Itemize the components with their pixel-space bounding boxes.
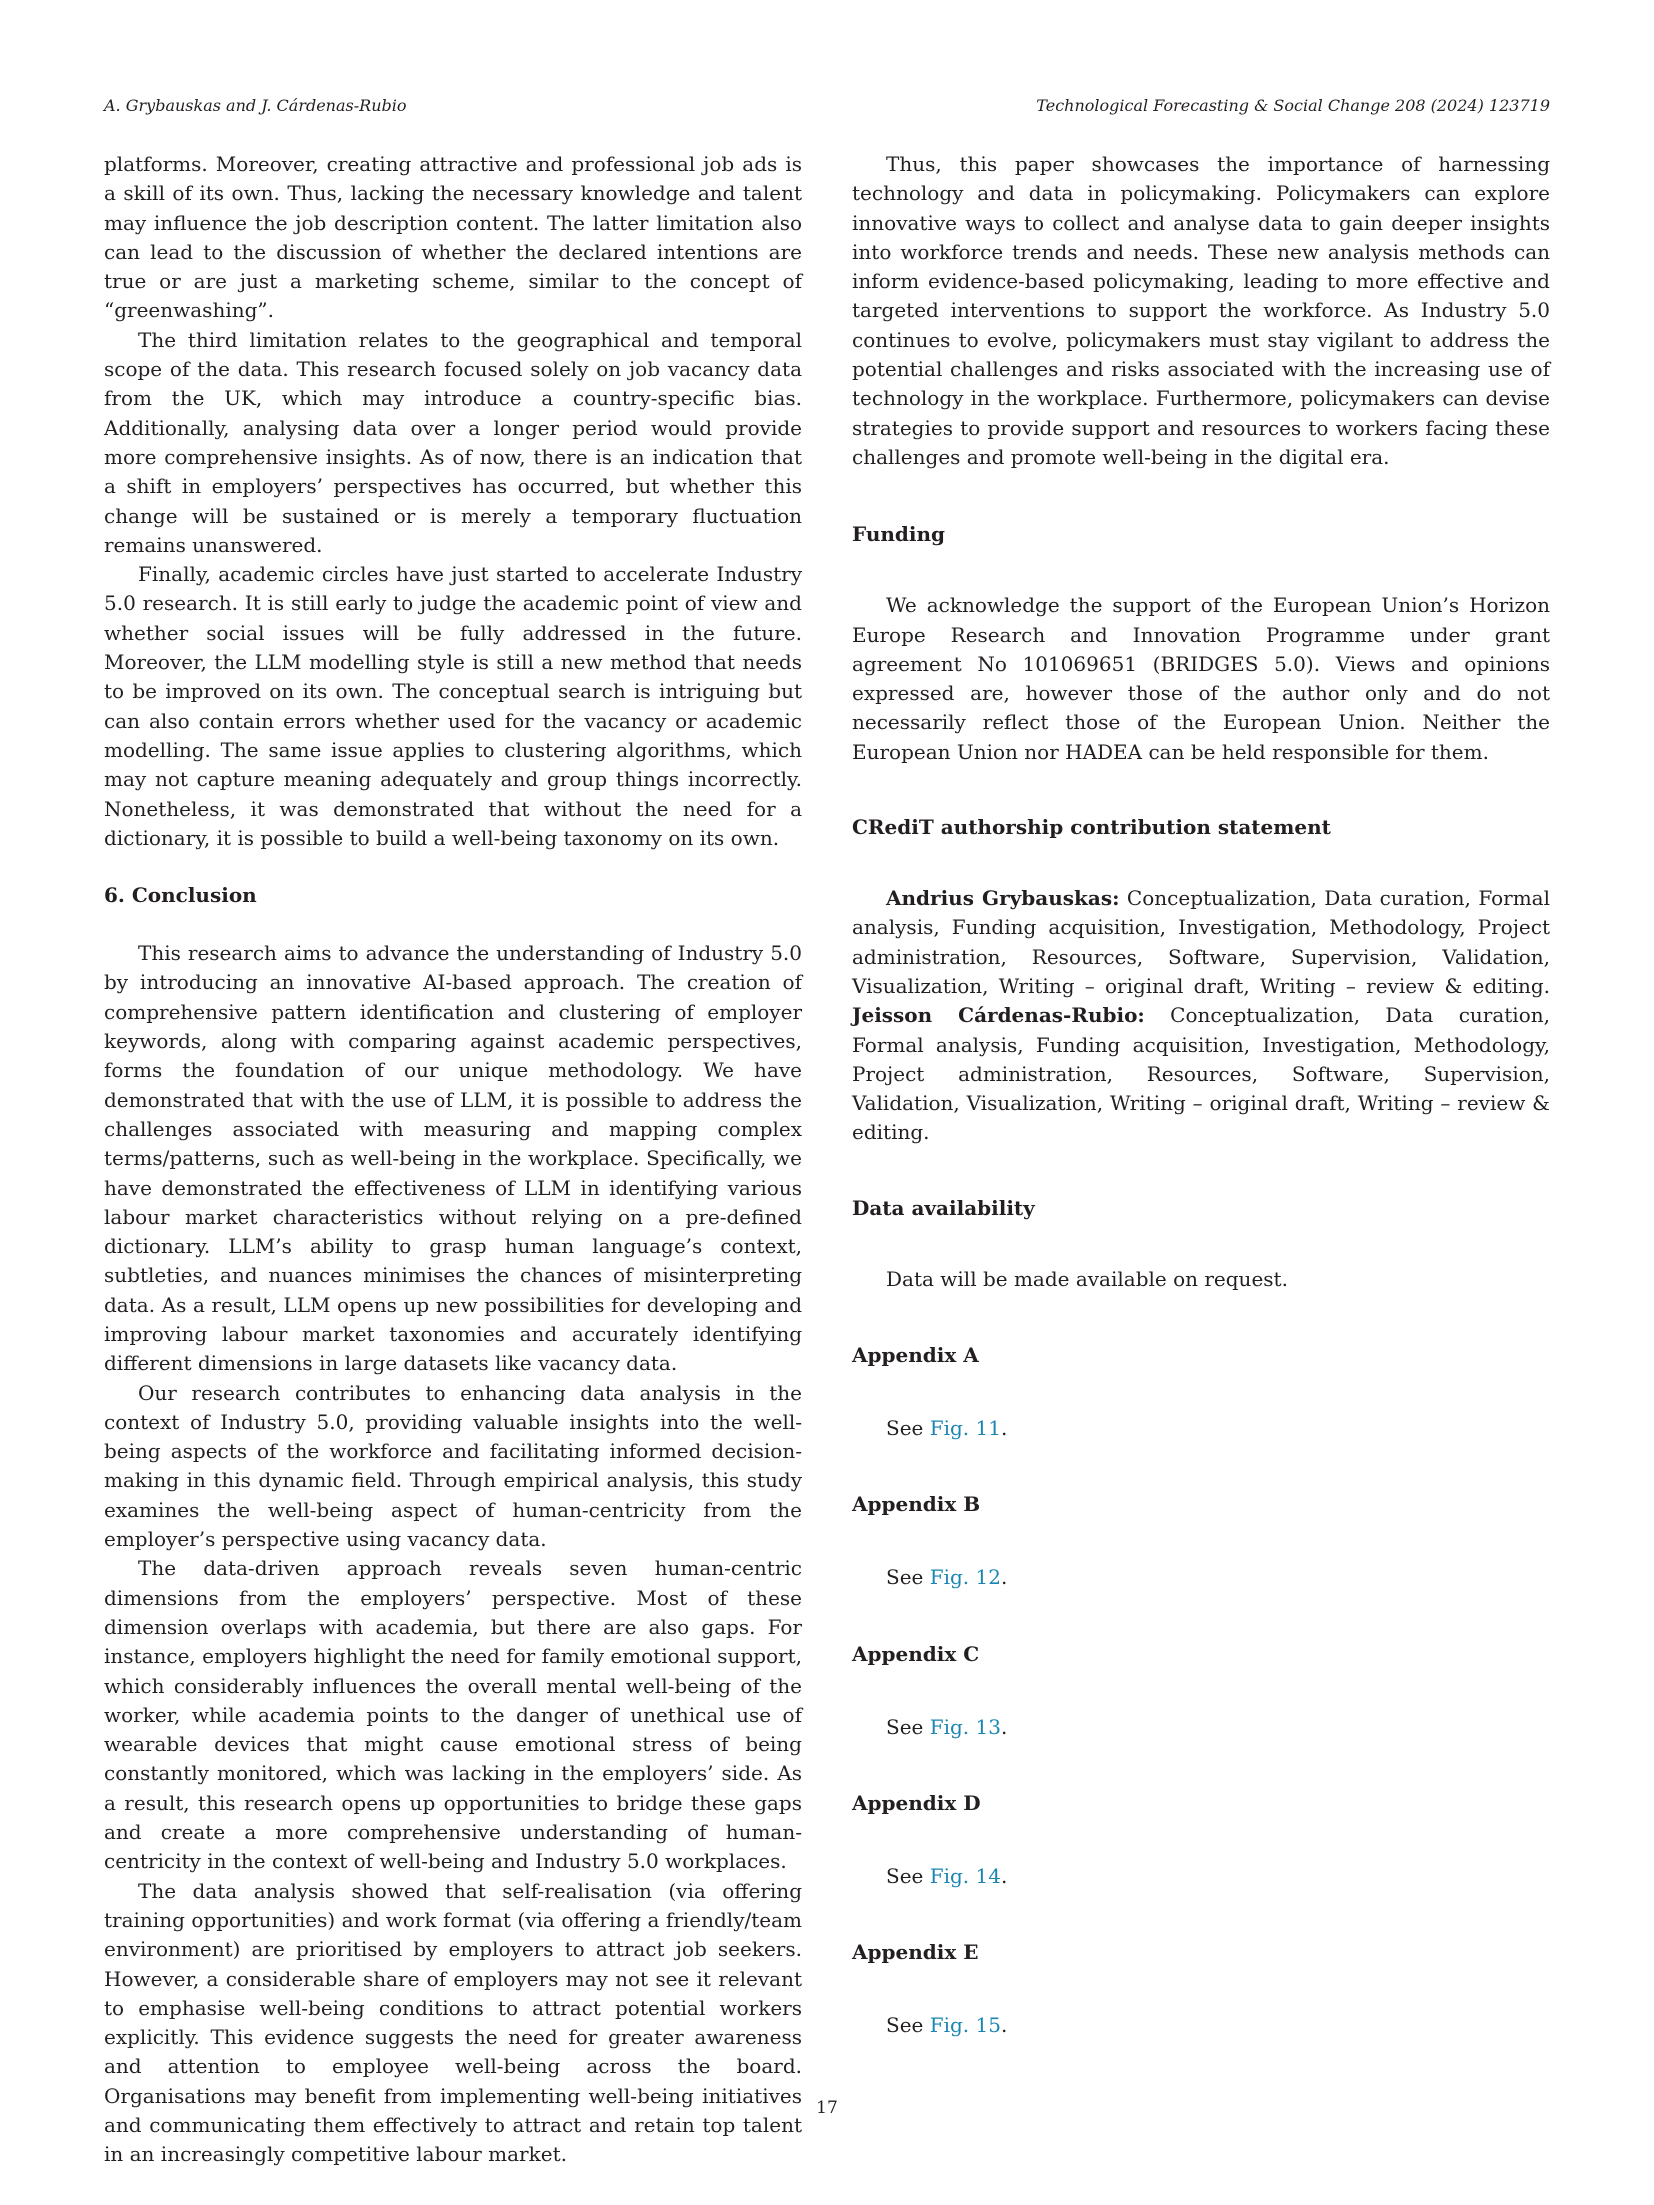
appendix-ref-e: See Fig. 15. [886,2013,1008,2038]
credit-roles-2: Conceptualization, Data curation, Formal analysis, Funding acquisition, Investigation, Methodology, Project administration, Resources, Software, Supervision, Validation, Visualization, Writing – original draft, Writing – review & editing. [852,1003,1550,1145]
paragraph-funding: We acknowledge the support of the European Union’s Horizon Europe Research and Innovation Programme under grant agreement No 101069651 (BRIDGES 5.0). Views and opinions expressed are, however those of the author only and do not necessarily reflect those of the European Union. Neither the European Union nor HADEA can be held responsible for them. [852,593,1550,764]
credit-author-1: Andrius Grybauskas: [886,886,1120,911]
header-authors: A. Grybauskas and J. Cárdenas-Rubio [104,96,407,115]
appendix-ref-c: See Fig. 13. [886,1714,1008,1739]
header-journal: Technological Forecasting & Social Change 208 (2024) 123719 [1036,96,1550,115]
see-label: See [886,2013,924,2038]
paragraph-conclusion-4: The data analysis showed that self-realisation (via offering training opportunities) and work format (via offering a friendly/team environment) are prioritised by employers to attract job seekers. However, a considerable share of employers may not see it relevant to emphasise well-being conditions to attract potential workers explicitly. This evidence suggests the need for greater awareness and attention to employee well-being across the board. Organisations may benefit from implementing well-being initiatives and communicating them effectively to attract and retain top talent in an increasingly competitive labour market. [104,1878,802,2167]
paragraph-final-limitation: Finally, academic circles have just started to accelerate Industry 5.0 research. It is still early to judge the academic point of view and whether social issues will be fully addressed in the future. Moreover, the LLM modelling style is still a new method that needs to be improved on its own. The conceptual search is intriguing but can also contain errors whether used for the vacancy or academic modelling. The same issue applies to clustering algorithms, which may not capture meaning adequately and group things incorrectly. Nonetheless, it was demonstrated that without the need for a dictionary, it is possible to build a well-being taxonomy on its own. [104,562,802,850]
figure-link-15[interactable]: Fig. 15 [929,2013,1001,2038]
page-number: 17 [816,2098,838,2118]
appendix-ref-d: See Fig. 14. [886,1863,1008,1888]
see-label: See [886,1416,924,1441]
appendix-ref-b: See Fig. 12. [886,1565,1008,1590]
see-label: See [886,1863,924,1888]
see-label: See [886,1565,924,1590]
appendix-heading-e: Appendix E [852,1940,979,1965]
paragraph-data-availability: Data will be made available on request. [886,1266,1288,1291]
right-column [852,150,1550,2041]
paragraph-limitations-end: platforms. Moreover, creating attractive and professional job ads is a skill of its own. Thus, lacking the necessary knowledge and talent may influence the job description content. The latter limitation also can lead to the discussion of whether the declared intentions are true or are just a marketing scheme, similar to the concept of “greenwashing”. [104,152,802,323]
figure-link-12[interactable]: Fig. 12 [929,1565,1001,1590]
credit-roles-1: Conceptualization, Data curation, Formal analysis, Funding acquisition, Investigation, Methodology, Project administration, Resources, Software, Supervision, Validation, Visualization, Writing – original draft, Writing – review & editing. [852,886,1551,998]
section-heading-funding: Funding [852,522,946,547]
see-label: See [886,1714,924,1739]
appendix-heading-a: Appendix A [852,1343,979,1368]
section-heading-data-availability: Data availability [852,1195,1035,1220]
paragraph-third-limitation: The third limitation relates to the geographical and temporal scope of the data. This research focused solely on job vacancy data from the UK, which may introduce a country-specific bias. Additionally, analysing data over a longer period would provide more comprehensive insights. As of now, there is an indication that a shift in employers’ perspectives has occurred, but whether this change will be sustained or is merely a temporary fluctuation remains unanswered. [104,327,802,557]
appendix-heading-d: Appendix D [852,1790,981,1815]
paragraph-conclusion-2: Our research contributes to enhancing data analysis in the context of Industry 5.0, providing valuable insights into the well-being aspects of the workforce and facilitating informed decision-making in this dynamic field. Through empirical analysis, this study examines the well-being aspect of human-centricity from the employer’s perspective using vacancy data. [104,1380,802,1552]
paragraph-policy: Thus, this paper showcases the importance of harnessing technology and data in policymaking. Policymakers can explore innovative ways to collect and analyse data to gain deeper insights into workforce trends and needs. These new analysis methods can inform evidence-based policymaking, leading to more effective and targeted interventions to support the workforce. As Industry 5.0 continues to evolve, policymakers must stay vigilant to address the potential challenges and risks associated with the increasing use of technology in the workplace. Furthermore, policymakers can devise strategies to provide support and resources to workers facing these challenges and promote well-being in the digital era. [852,152,1550,469]
figure-link-13[interactable]: Fig. 13 [929,1714,1001,1739]
appendix-heading-b: Appendix B [852,1492,981,1517]
credit-author-2: Jeisson Cárdenas-Rubio: [852,1003,1145,1028]
section-heading-credit: CRediT authorship contribution statement [852,815,1331,840]
appendix-heading-c: Appendix C [852,1641,980,1666]
figure-link-14[interactable]: Fig. 14 [929,1863,1001,1888]
running-header [104,96,1550,122]
appendix-ref-a: See Fig. 11. [886,1416,1008,1441]
section-heading-conclusion: 6. Conclusion [104,883,257,908]
paragraph-conclusion-3: The data-driven approach reveals seven human-centric dimensions from the employers’ perspective. Most of these dimension overlaps with academia, but there are also gaps. For instance, employers highlight the need for family emotional support, which considerably influences the overall mental well-being of the worker, while academia points to the danger of unethical use of wearable devices that might cause emotional stress of being constantly monitored, which was lacking in the employers’ side. As a result, this research opens up opportunities to bridge these gaps and create a more comprehensive understanding of human-centricity in the context of well-being and Industry 5.0 workplaces. [104,1556,802,1874]
figure-link-11[interactable]: Fig. 11 [929,1416,1001,1441]
paragraph-credit [852,884,1550,1148]
left-column [104,150,802,2170]
paragraph-conclusion-1: This research aims to advance the understanding of Industry 5.0 by introducing an innovative AI-based approach. The creation of comprehensive pattern identification and clustering of employer keywords, along with comparing against academic perspectives, forms the foundation of our unique methodology. We have demonstrated that with the use of LLM, it is possible to address the challenges associated with measuring and mapping complex terms/patterns, such as well-being in the workplace. Specifically, we have demonstrated the effectiveness of LLM in identifying various labour market characteristics without relying on a pre-defined dictionary. LLM’s ability to grasp human language’s context, subtleties, and nuances minimises the chances of misinterpreting data. As a result, LLM opens up new possibilities for developing and improving labour market taxonomies and accurately identifying different dimensions in large datasets like vacancy data. [104,941,802,1376]
